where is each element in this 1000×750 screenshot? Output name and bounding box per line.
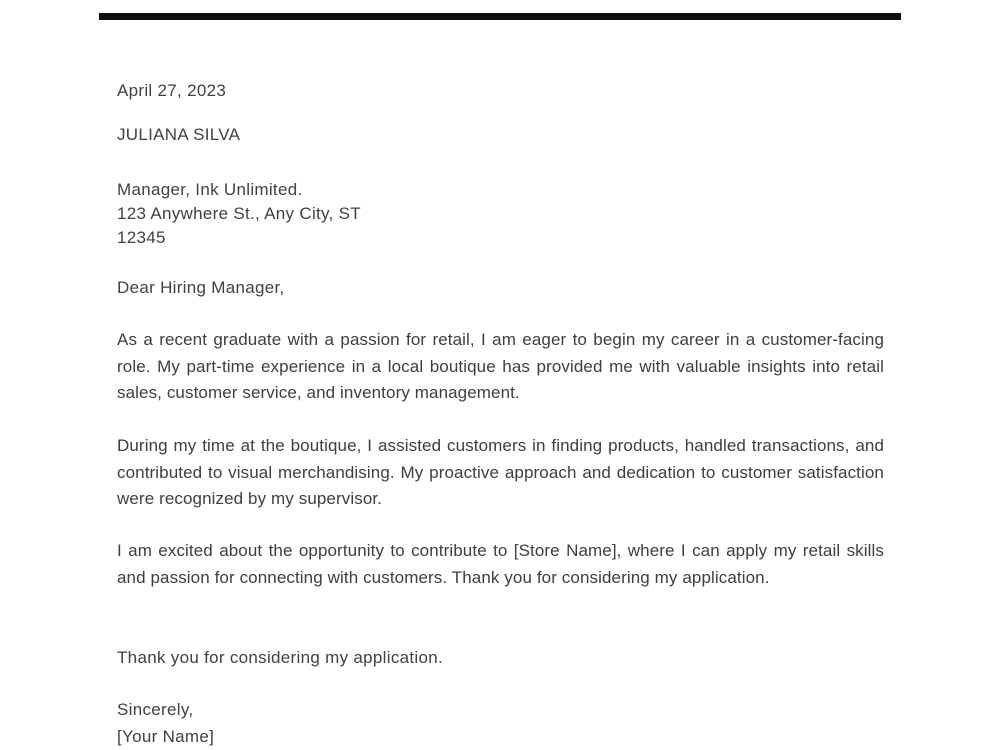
body-paragraph-3: I am excited about the opportunity to contribute to [Store Name], where I can apply my retail skills and passion for connecting with customers. Thank you for considering my application. <box>117 541 884 587</box>
address-line-zip: 12345 <box>117 228 166 247</box>
signature-placeholder: [Your Name] <box>117 727 215 746</box>
top-accent-bar <box>99 13 901 20</box>
salutation: Dear Hiring Manager, <box>117 278 285 297</box>
address-line-role: Manager, Ink Unlimited. <box>117 180 303 199</box>
body-paragraph-1: As a recent graduate with a passion for retail, I am eager to begin my career in a customer-facing role. My part-time experience in a local boutique has provided me with valuable insights into retail sales, customer service, and inventory management. <box>117 330 884 402</box>
closing-thanks-line: Thank you for considering my application. <box>117 648 444 667</box>
sender-name: JULIANA SILVA <box>117 125 241 144</box>
signoff: Sincerely, <box>117 700 194 719</box>
address-line-street: 123 Anywhere St., Any City, ST <box>117 204 361 223</box>
recipient-address <box>117 178 884 250</box>
letter-date: April 27, 2023 <box>117 81 227 100</box>
body-paragraph-2: During my time at the boutique, I assisted customers in finding products, handled transactions, and contributed to visual merchandising. My proactive approach and dedication to customer satisfaction were recognized by my supervisor. <box>117 436 884 508</box>
